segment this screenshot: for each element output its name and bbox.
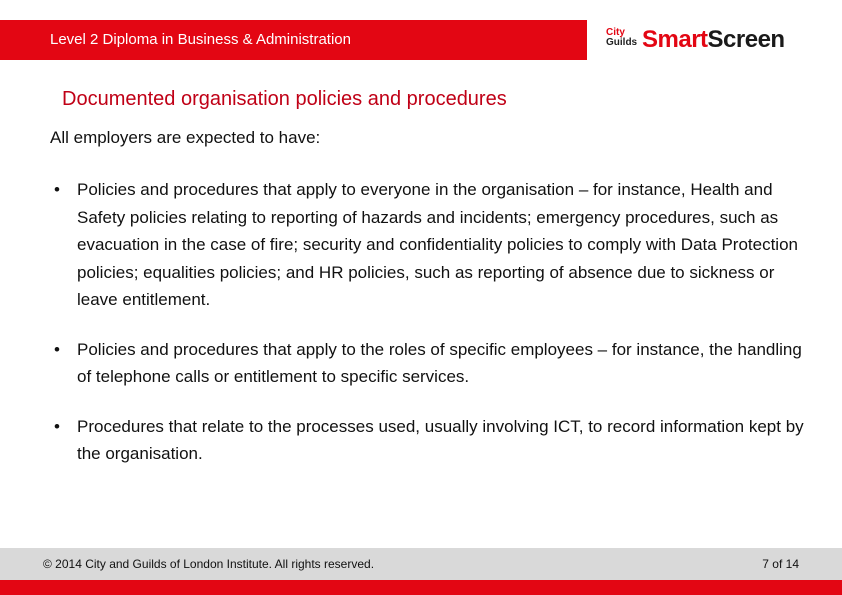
bottom-red-strip xyxy=(0,580,842,595)
logo-city-text: City xyxy=(606,27,625,38)
page-number: 7 of 14 xyxy=(762,557,799,571)
bullet-text: Procedures that relate to the processes used, usually involving ICT, to record information kept by the organisation. xyxy=(77,416,804,463)
city-and-guilds-smartscreen-logo xyxy=(606,24,796,56)
bullet-list xyxy=(50,176,810,490)
copyright-notice: © 2014 City and Guilds of London Institute. All rights reserved. xyxy=(43,557,375,571)
bullet-item xyxy=(50,413,810,468)
course-subject: Business & Administration xyxy=(177,31,351,48)
bullet-text: Policies and procedures that apply to everyone in the organisation – for instance, Health and Safety policies relating to reporting of hazards and incidents; emergency procedures, such as evacuation in the case of fire; security and confidentiality policies to comply with Data Protection policies; equalities policies; and HR policies, such as reporting of absence due to sickness or leave entitlement. xyxy=(77,180,798,309)
bullet-item xyxy=(50,176,810,314)
bullet-icon: • xyxy=(54,339,60,359)
slide-title: Documented organisation policies and procedures xyxy=(62,88,507,110)
logo-guilds-text: Guilds xyxy=(606,37,638,48)
smartscreen-wordmark xyxy=(642,25,785,55)
logo-screen-text: Screen xyxy=(707,26,785,53)
bullet-icon: • xyxy=(54,180,60,199)
logo-smart-text: Smart xyxy=(642,26,708,53)
course-title xyxy=(50,31,351,48)
bullet-item xyxy=(50,336,810,391)
bullet-text: Policies and procedures that apply to the roles of specific employees – for instance, the handling of telephone calls or entitlement to specific services. xyxy=(77,339,802,386)
city-and-guilds-logo xyxy=(606,28,638,48)
slide-intro: All employers are expected to have: xyxy=(50,128,321,147)
bullet-icon: • xyxy=(54,416,60,436)
course-prefix: Level 2 Diploma in xyxy=(50,31,178,48)
